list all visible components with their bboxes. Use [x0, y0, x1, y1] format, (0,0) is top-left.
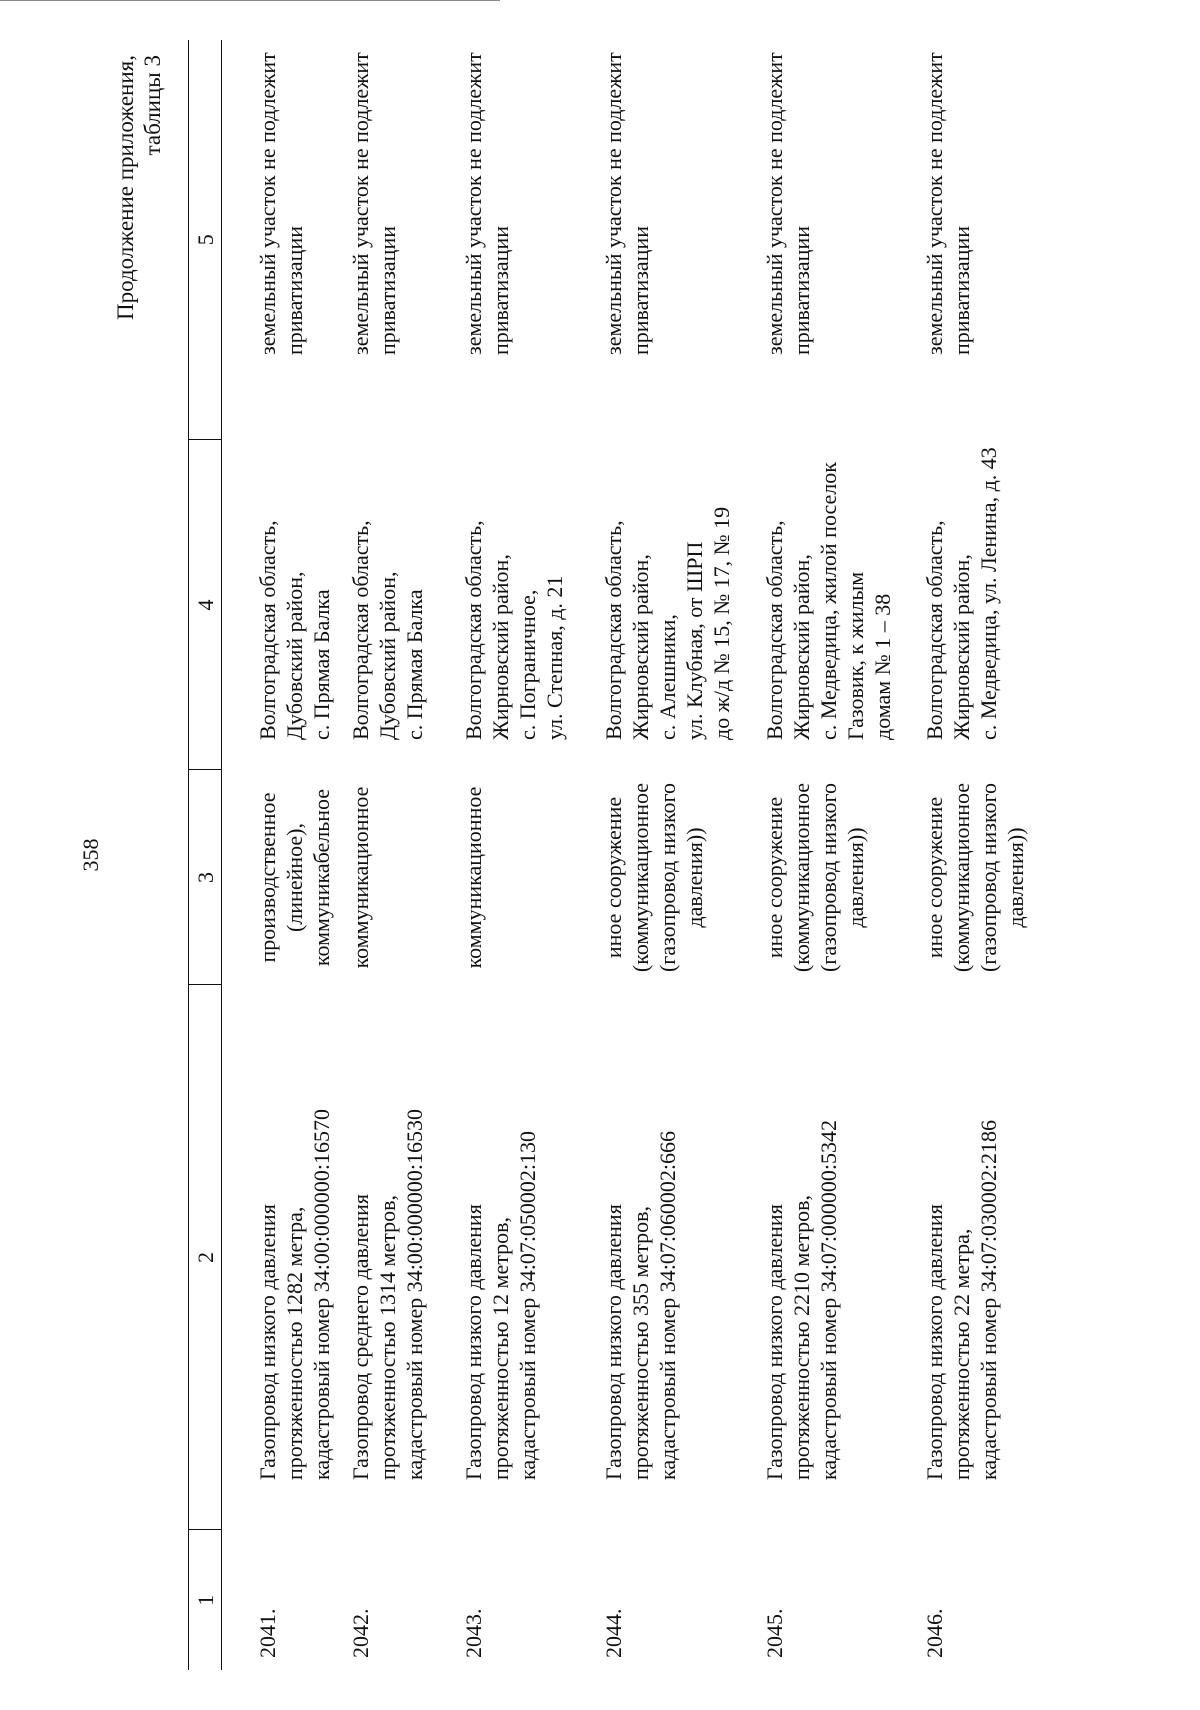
object-name-cell: [761, 985, 921, 1530]
object-address-line: с. Пограничное,: [515, 589, 540, 740]
header-col-5: 5: [189, 40, 222, 440]
object-name-line: протяженностью 1282 метра,: [282, 1206, 307, 1480]
object-address-line: Волгоградская область,: [348, 520, 373, 740]
object-address-line: Жирновский район,: [488, 554, 513, 740]
object-type-line: (коммуникационное: [949, 782, 974, 973]
object-name-line: Газопровод низкого давления: [922, 1204, 947, 1480]
object-note-line: приватизации: [628, 225, 653, 355]
object-type-line: иное сооружение: [601, 796, 626, 959]
object-name-line: Газопровод среднего давления: [348, 1194, 373, 1480]
table-row: [347, 40, 460, 1670]
table-row: [921, 40, 1056, 1670]
row-number-cell: 2042.: [348, 1608, 373, 1658]
object-address-line: с. Алешники,: [655, 614, 680, 740]
object-type-line: (газопровод низкого: [976, 782, 1001, 973]
object-type-cell: [600, 770, 761, 985]
object-type-cell: [921, 770, 1056, 985]
object-type-line: производственное: [255, 792, 280, 963]
object-address-line: Дубовский район,: [282, 571, 307, 740]
header-col-3: 3: [189, 770, 222, 985]
object-type-line: давления)): [682, 827, 707, 928]
object-address-cell: [761, 440, 921, 770]
table-row: [460, 40, 600, 1670]
object-name-cell: [347, 985, 460, 1530]
object-note-cell: [460, 40, 600, 440]
object-type-line: (коммуникационное: [628, 782, 653, 973]
page-number: 358: [78, 838, 103, 872]
header-col-2: 2: [189, 985, 222, 1530]
object-name-line: кадастровый номер 34:07:060002:666: [655, 1130, 680, 1480]
table-body: [222, 40, 1057, 1670]
object-name-cell: [460, 985, 600, 1530]
object-address-line: Дубовский район,: [375, 571, 400, 740]
object-name-cell: [222, 985, 348, 1530]
object-name-cell: [921, 985, 1056, 1530]
object-type-line: давления)): [843, 827, 868, 928]
object-type-line: (газопровод низкого: [816, 782, 841, 973]
object-note-line: земельный участок не подлежит: [255, 52, 280, 355]
object-type-line: давления)): [1003, 827, 1028, 928]
object-note-line: приватизации: [282, 225, 307, 355]
object-address-line: Волгоградская область,: [762, 520, 787, 740]
object-note-line: приватизации: [375, 225, 400, 355]
object-address-cell: [222, 440, 348, 770]
object-address-line: Жирновский район,: [628, 554, 653, 740]
object-note-cell: [921, 40, 1056, 440]
object-address-line: Волгоградская область,: [461, 520, 486, 740]
object-address-line: с. Медведица, жилой поселок: [816, 462, 841, 740]
object-address-line: с. Прямая Балка: [402, 589, 427, 740]
object-address-line: Газовик, к жилым: [843, 571, 868, 740]
object-note-line: приватизации: [949, 225, 974, 355]
object-address-line: Волгоградская область,: [922, 520, 947, 740]
table-row: [600, 40, 761, 1670]
object-note-line: земельный участок не подлежит: [601, 52, 626, 355]
object-type-line: (коммуникационное: [789, 782, 814, 973]
object-address-line: с. Медведица, ул. Ленина, д. 43: [976, 447, 1001, 740]
object-name-line: Газопровод низкого давления: [762, 1204, 787, 1480]
continuation-line: Продолжение приложения,: [113, 55, 138, 320]
object-name-line: протяженностью 2210 метров,: [789, 1194, 814, 1480]
object-address-line: до ж/д № 15, № 17, № 19: [709, 506, 734, 740]
continuation-line: таблицы 3: [140, 55, 165, 156]
row-number-cell: 2041.: [255, 1608, 280, 1658]
object-address-line: Волгоградская область,: [255, 520, 280, 740]
object-note-line: земельный участок не подлежит: [922, 52, 947, 355]
row-number-cell: 2044.: [601, 1608, 626, 1658]
object-name-line: кадастровый номер 34:07:050002:130: [515, 1130, 540, 1480]
object-note-line: приватизации: [789, 225, 814, 355]
table-row: [222, 40, 348, 1670]
object-note-line: земельный участок не подлежит: [348, 52, 373, 355]
object-address-cell: [921, 440, 1056, 770]
object-address-line: ул. Степная, д. 21: [542, 575, 567, 740]
object-type-cell: [761, 770, 921, 985]
row-number-cell: 2045.: [762, 1608, 787, 1658]
object-address-cell: [600, 440, 761, 770]
object-address-line: Волгоградская область,: [601, 520, 626, 740]
object-type-line: (линейное),: [282, 822, 307, 933]
object-name-line: кадастровый номер 34:07:000000:5342: [816, 1119, 841, 1480]
object-type-line: (газопровод низкого: [655, 782, 680, 973]
object-address-cell: [460, 440, 600, 770]
object-note-cell: [761, 40, 921, 440]
object-type-cell: [460, 770, 600, 985]
object-type-cell: [347, 770, 460, 985]
object-name-line: Газопровод низкого давления: [461, 1204, 486, 1480]
row-number-cell: 2046.: [922, 1608, 947, 1658]
object-name-line: протяженностью 1314 метров,: [375, 1194, 400, 1480]
object-name-line: кадастровый номер 34:07:030002:2186: [976, 1119, 1001, 1480]
object-type-cell: [222, 770, 348, 985]
header-col-4: 4: [189, 440, 222, 770]
object-note-cell: [222, 40, 348, 440]
object-address-cell: [347, 440, 460, 770]
object-note-line: земельный участок не подлежит: [461, 52, 486, 355]
object-name-line: Газопровод низкого давления: [255, 1204, 280, 1480]
object-name-line: протяженностью 355 метров,: [628, 1205, 653, 1480]
object-name-line: протяженностью 12 метров,: [488, 1216, 513, 1480]
object-name-line: кадастровый номер 34:00:000000:16530: [402, 1108, 427, 1480]
header-row: [189, 40, 222, 1670]
object-address-line: ул. Клубная, от ШРП: [682, 541, 707, 740]
object-note-line: земельный участок не подлежит: [762, 52, 787, 355]
object-name-line: кадастровый номер 34:00:000000:16570: [309, 1108, 334, 1480]
object-type-line: иное сооружение: [922, 796, 947, 959]
object-type-line: коммуникационное: [461, 786, 486, 969]
header-col-1: 1: [189, 1530, 222, 1670]
object-type-line: иное сооружение: [762, 796, 787, 959]
object-note-cell: [347, 40, 460, 440]
continuation-note: [112, 55, 166, 320]
row-number-cell: 2043.: [461, 1608, 486, 1658]
object-note-cell: [600, 40, 761, 440]
property-table: [188, 40, 1056, 1670]
object-name-line: Газопровод низкого давления: [601, 1204, 626, 1480]
table-row: [761, 40, 921, 1670]
object-address-line: Жирновский район,: [789, 554, 814, 740]
object-name-cell: [600, 985, 761, 1530]
object-type-line: коммуникабельное: [309, 788, 334, 967]
object-name-line: протяженностью 22 метра,: [949, 1228, 974, 1480]
object-address-line: Жирновский район,: [949, 554, 974, 740]
object-address-line: с. Прямая Балка: [309, 589, 334, 740]
object-note-line: приватизации: [488, 225, 513, 355]
object-type-line: коммуникационное: [348, 786, 373, 969]
object-address-line: домам № 1 – 38: [870, 593, 895, 740]
